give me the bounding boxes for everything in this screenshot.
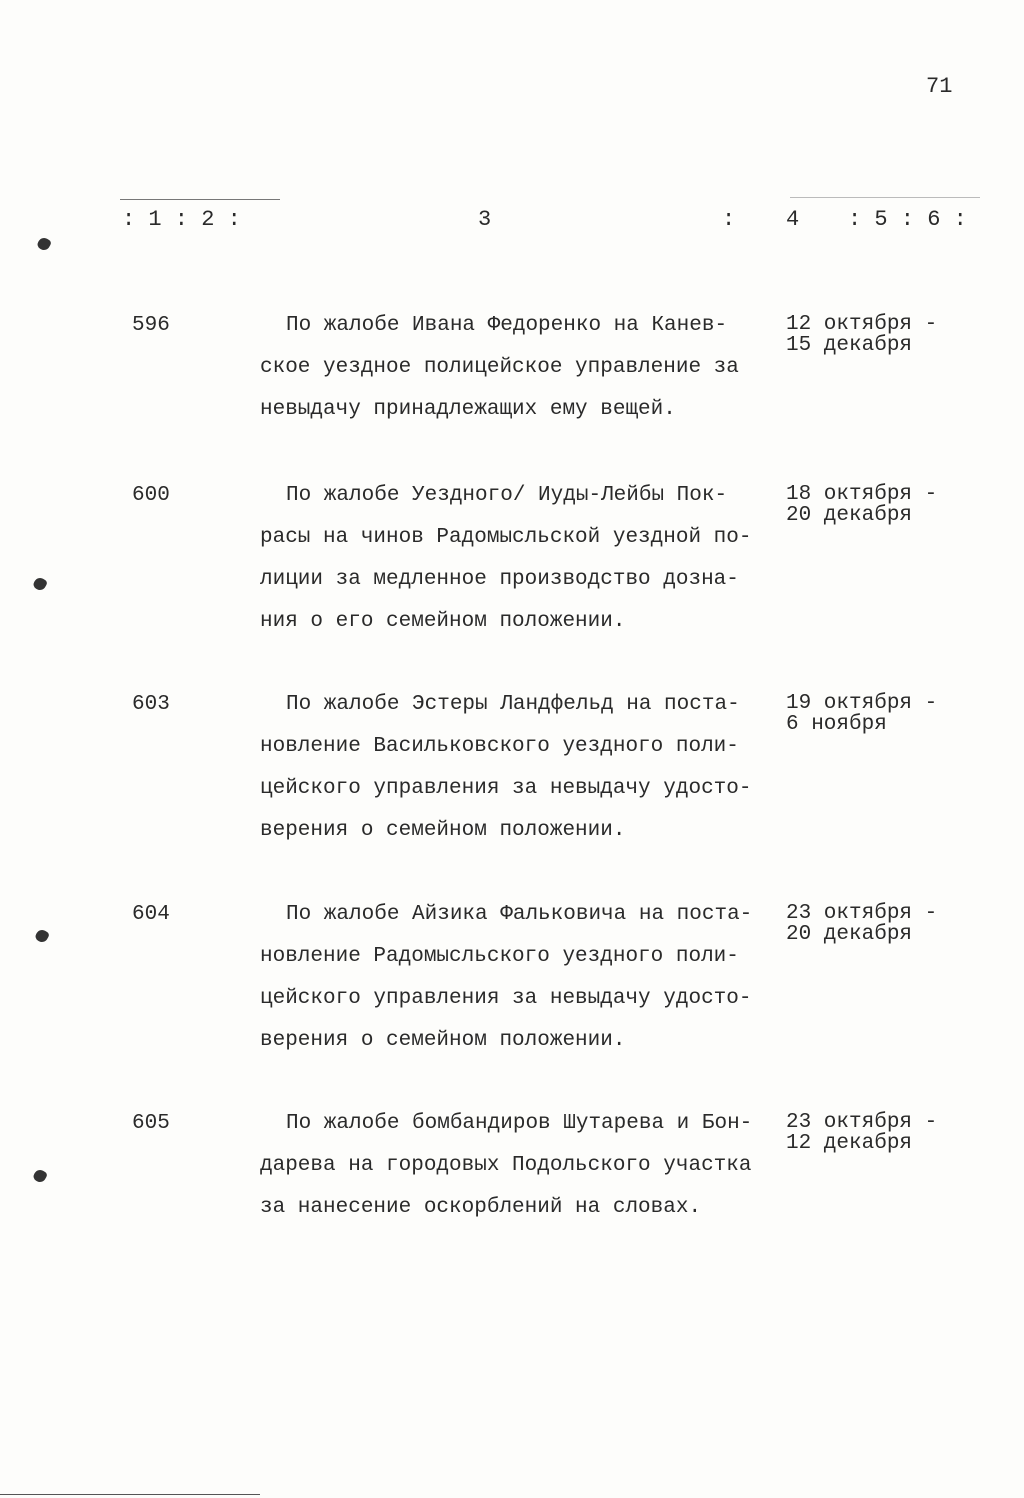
entry-number: 600	[132, 484, 170, 507]
header-rule-right	[790, 197, 980, 198]
entry-description-line: По жалобе бомбандиров Шутарева и Бон-	[286, 1112, 753, 1135]
punch-hole-mark	[32, 576, 48, 592]
entry-date: 6 ноября	[786, 713, 887, 736]
entry-date: 20 декабря	[786, 504, 913, 527]
entry-description-line: за нанесение оскорблений на словах.	[260, 1196, 702, 1219]
entry-number: 596	[132, 314, 170, 337]
punch-hole-mark	[34, 928, 50, 944]
entry-description-line: По жалобе Уездного/ Иуды-Лейбы Пок-	[286, 484, 728, 507]
column-header-4: 4	[786, 207, 800, 232]
entry-date: 12 декабря	[786, 1132, 913, 1155]
entry-description-line: лиции за медленное производство дозна-	[260, 568, 739, 591]
entry-description-line: По жалобе Ивана Федоренко на Канев-	[286, 314, 728, 337]
punch-hole-mark	[36, 236, 52, 252]
page-number: 71	[926, 74, 953, 99]
entry-description-line: цейского управления за невыдачу удосто-	[260, 777, 752, 800]
entry-date: 19 октября -	[786, 692, 938, 715]
entry-description-line: новление Радомысльского уездного поли-	[260, 945, 739, 968]
entry-description-line: цейского управления за невыдачу удосто-	[260, 987, 752, 1010]
entry-date: 12 октября -	[786, 313, 938, 336]
entry-date: 23 октября -	[786, 902, 938, 925]
entry-number: 605	[132, 1112, 170, 1135]
entry-description-line: расы на чинов Радомысльской уездной по-	[260, 526, 752, 549]
entry-description-line: ское уездное полицейское управление за	[260, 356, 739, 379]
column-header-separator: :	[722, 207, 736, 232]
header-rule-left	[120, 199, 280, 200]
entry-number: 603	[132, 693, 170, 716]
entry-description-line: По жалобе Эстеры Ландфельд на поста-	[286, 693, 740, 716]
column-header-3: 3	[478, 207, 492, 232]
entry-number: 604	[132, 903, 170, 926]
entry-description-line: ния о его семейном положении.	[260, 610, 626, 633]
bottom-edge-rule	[0, 1494, 260, 1495]
entry-date: 18 октября -	[786, 483, 938, 506]
column-header-5-6: : 5 : 6 :	[848, 207, 967, 232]
entry-date: 15 декабря	[786, 334, 913, 357]
entry-date: 20 декабря	[786, 923, 913, 946]
entry-description-line: новление Васильковского уездного поли-	[260, 735, 739, 758]
entry-description-line: невыдачу принадлежащих ему вещей.	[260, 398, 676, 421]
punch-hole-mark	[32, 1168, 48, 1184]
column-header-1-2: : 1 : 2 :	[122, 207, 241, 232]
entry-description-line: дарева на городовых Подольского участка	[260, 1154, 752, 1177]
entry-description-line: верения о семейном положении.	[260, 819, 626, 842]
entry-date: 23 октября -	[786, 1111, 938, 1134]
entry-description-line: По жалобе Айзика Фальковича на поста-	[286, 903, 753, 926]
entry-description-line: верения о семейном положении.	[260, 1029, 626, 1052]
